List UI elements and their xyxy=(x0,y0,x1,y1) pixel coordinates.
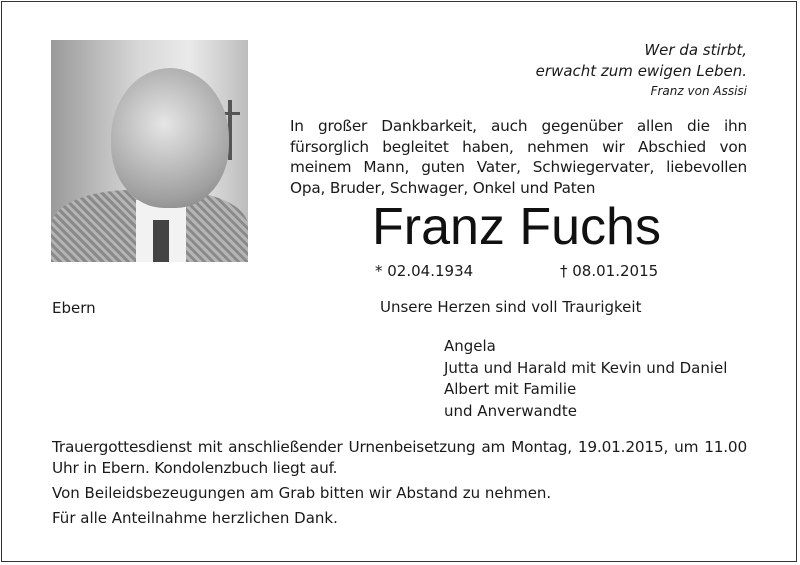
photo-tie xyxy=(153,220,169,262)
birth-date: * 02.04.1934 xyxy=(375,262,474,280)
thanks-line: Für alle Anteilnahme herzlichen Dank. xyxy=(52,509,338,527)
mourner: Jutta und Harald mit Kevin und Daniel xyxy=(444,358,728,377)
death-date: † 08.01.2015 xyxy=(560,262,659,280)
mourners-list xyxy=(444,336,727,422)
portrait-photo xyxy=(51,40,248,262)
condolence-note: Von Beileidsbezeugungen am Grab bitten wir Abstand zu nehmen. xyxy=(52,484,552,502)
quote-author: Franz von Assisi xyxy=(650,84,747,98)
deceased-name: Franz Fuchs xyxy=(372,198,661,256)
place: Ebern xyxy=(52,299,96,317)
photo-head xyxy=(111,68,229,208)
mourner: Angela xyxy=(444,337,496,355)
mourner: Albert mit Familie xyxy=(444,380,577,398)
grief-line: Unsere Herzen sind voll Traurigkeit xyxy=(380,298,642,316)
intro-text: In großer Dankbarkeit, auch gegenüber allen die ihn fürsorglich begleitet haben, nehmen wir Abschied von meinem Mann, guten Vater, Schwiegervater, liebevollen Opa, Bruder, Schwager, Onkel und Paten xyxy=(290,117,747,197)
service-info: Trauergottesdienst mit anschließender Urnenbeisetzung am Montag, 19.01.2015, um 11.00 Uhr in Ebern. Kondolenzbuch liegt auf. xyxy=(52,438,747,477)
quote-line: Wer da stirbt, xyxy=(644,41,747,59)
mourner: und Anverwandte xyxy=(444,401,577,420)
quote-line: erwacht zum ewigen Leben. xyxy=(535,62,747,80)
quote xyxy=(536,40,747,100)
